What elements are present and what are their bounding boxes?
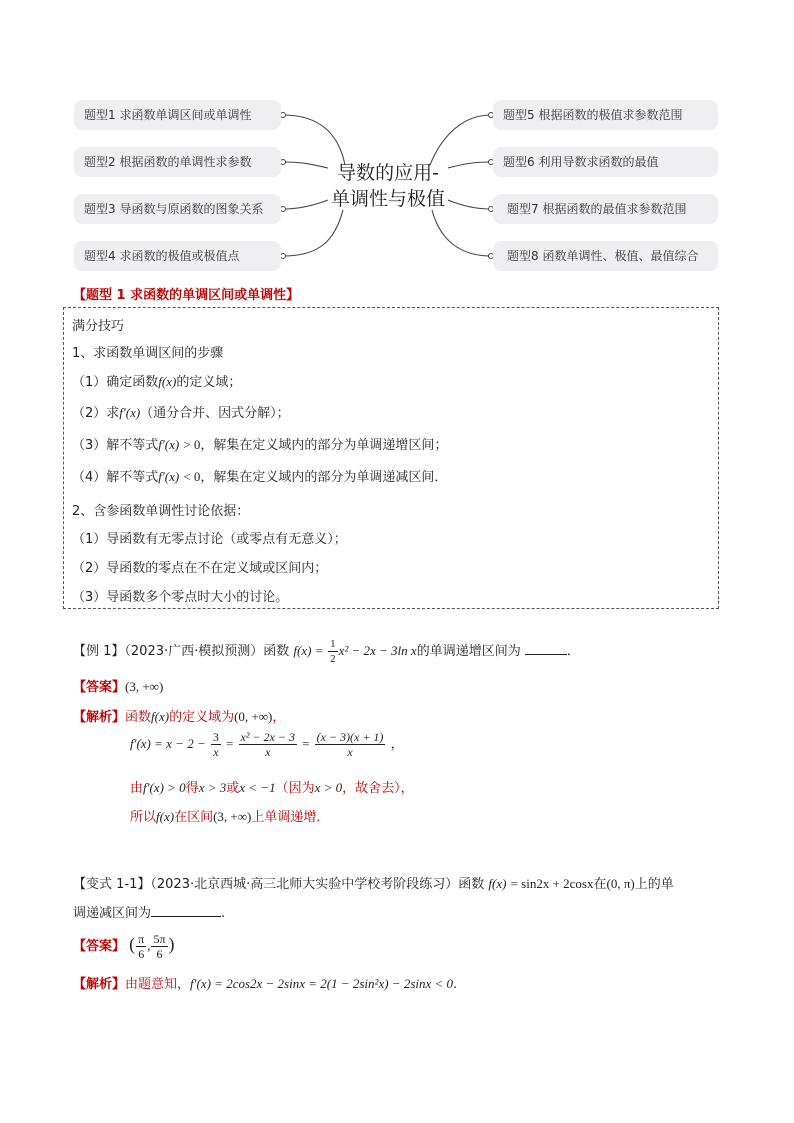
variant-1-1-answer: 【答案】 ( $\frac{\pi}{6}$ , $\frac{5\pi}{6}$ ) bbox=[73, 932, 175, 961]
example-1-question: 【例 1】（2023·广西·模拟预测）函数 f(x) = $\frac{1}{2}$ x² − 2x − 3ln x的单调递增区间为 ． bbox=[73, 638, 580, 665]
answer-blank[interactable] bbox=[525, 643, 567, 655]
mindmap-topic-3: 题型3 导函数与原函数的图象关系 bbox=[74, 194, 281, 224]
tips-point-2: 2、含参函数单调性讨论依据： bbox=[72, 504, 250, 519]
mindmap-topic-4: 题型4 求函数的极值或极值点 bbox=[74, 241, 281, 271]
mindmap-topic-5: 题型5 根据函数的极值求参数范围 bbox=[493, 100, 718, 130]
tips-step-3: （3）解不等式f′(x) > 0，解集在定义域内的部分为单调递增区间； bbox=[72, 437, 448, 453]
example-1-analysis-line-3: 由f′(x) > 0得x > 3或x < −1（因为x > 0，故舍去）， bbox=[130, 780, 414, 796]
tips-discuss-3: （3）导函数多个零点时大小的讨论。 bbox=[72, 590, 289, 605]
variant-1-1-question-line-2: 调递减区间为 . bbox=[73, 906, 226, 921]
tips-heading: 满分技巧 bbox=[72, 319, 125, 334]
mindmap-center-title: 导数的应用- 单调性与极值 bbox=[330, 162, 445, 210]
tips-discuss-2: （2）导函数的零点在不在定义域或区间内； bbox=[72, 561, 328, 576]
tips-point-1: 1、求函数单调区间的步骤 bbox=[72, 346, 224, 361]
section-title: 【题型 1 求函数的单调区间或单调性】 bbox=[73, 288, 300, 303]
example-1-analysis-line-2: f′(x) = x − 2 − $\frac{3}{x}$ = $\frac{\text{x² − 2x − 3}}{x}$ = $\frac{(x - 3)(x + 1)}{x}$ ， bbox=[130, 730, 404, 759]
mindmap-topic-1: 题型1 求函数单调区间或单调性 bbox=[74, 100, 281, 130]
tips-step-1: （1）确定函数f(x)的定义域； bbox=[72, 374, 242, 390]
variant-1-1-analysis: 【解析】由题意知，f′(x) = 2cos2x − 2sinx = 2(1 − 2sin²x) − 2sinx < 0. bbox=[73, 976, 458, 992]
example-1-analysis-line-1: 【解析】函数f(x)的定义域为(0, +∞)， bbox=[73, 709, 286, 725]
tips-discuss-1: （1）导函数有无零点讨论（或零点有无意义）； bbox=[72, 532, 347, 547]
tips-step-2: （2）求f′(x)（通分合并、因式分解）； bbox=[72, 405, 290, 421]
mindmap-topic-8: 题型8 函数单调性、极值、最值综合 bbox=[493, 241, 718, 271]
mindmap-topic-6: 题型6 利用导数求函数的最值 bbox=[493, 147, 718, 177]
example-1-answer: 【答案】(3, +∞) bbox=[73, 679, 164, 695]
mindmap-topic-2: 题型2 根据函数的单调性求参数 bbox=[74, 147, 281, 177]
variant-answer-blank[interactable] bbox=[151, 905, 221, 917]
mindmap-topic-7: 题型7 根据函数的最值求参数范围 bbox=[493, 194, 718, 224]
example-1-analysis-line-4: 所以f(x)在区间(3, +∞)上单调递增． bbox=[130, 809, 330, 825]
variant-1-1-question-line-1: 【变式 1-1】（2023·北京西城·高三北师大实验中学校考阶段练习）函数 f(x) = sin2x + 2cosx在(0, π)上的单 bbox=[73, 876, 674, 892]
tips-step-4: （4）解不等式f′(x) < 0，解集在定义域内的部分为单调递减区间． bbox=[72, 469, 448, 485]
